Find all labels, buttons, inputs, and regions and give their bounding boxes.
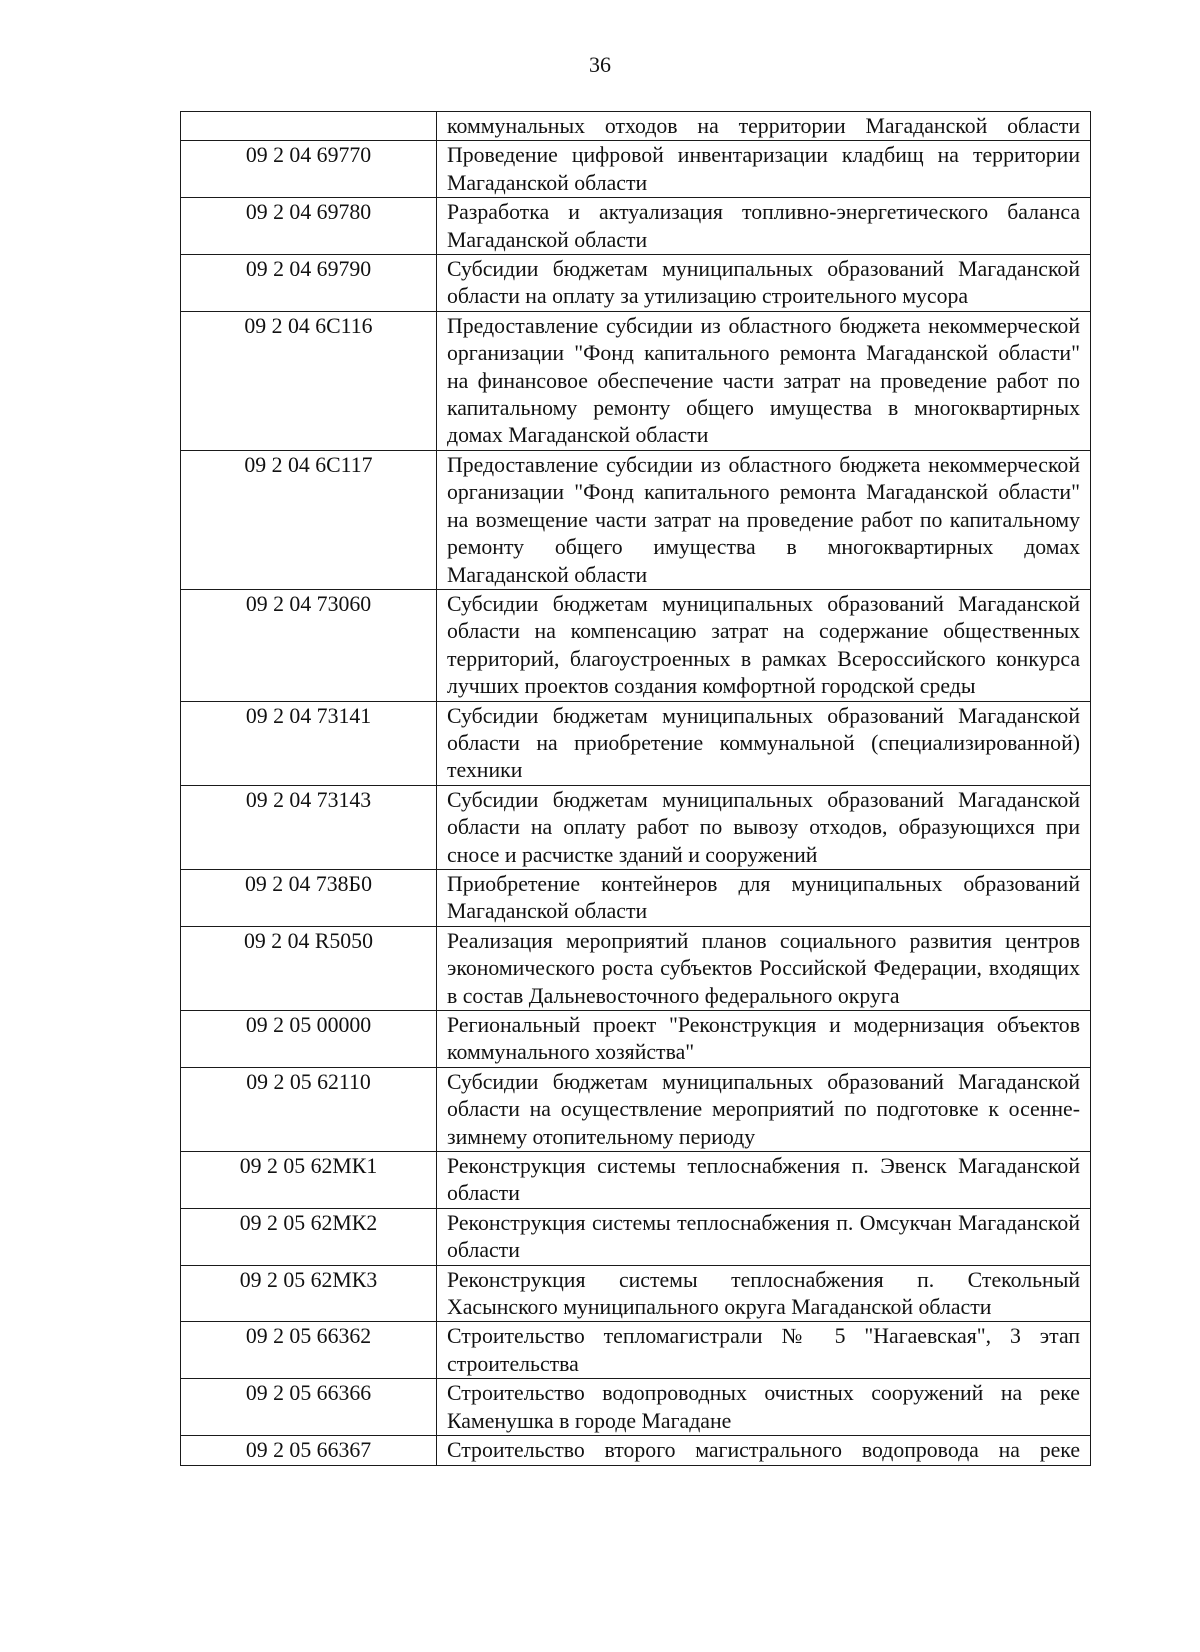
table-row	[181, 450, 1091, 589]
table-row	[181, 1265, 1091, 1322]
description-cell: Субсидии бюджетам муниципальных образований Магаданской области на компенсацию затрат на содержание общественных территорий, благоустроенных в рамках Всероссийского конкурса лучших проектов создания комфортной городской среды	[437, 589, 1091, 701]
code-cell: 09 2 05 66362	[181, 1322, 437, 1379]
table-row	[181, 1152, 1091, 1209]
budget-code-table	[180, 111, 1091, 1466]
code-cell: 09 2 05 66367	[181, 1436, 437, 1465]
description-cell: Строительство тепломагистрали № 5 "Нагаевская", 3 этап строительства	[437, 1322, 1091, 1379]
description-cell: Приобретение контейнеров для муниципальных образований Магаданской области	[437, 869, 1091, 926]
table-row	[181, 1379, 1091, 1436]
description-cell: Субсидии бюджетам муниципальных образований Магаданской области на приобретение коммунальной (специализированной) техники	[437, 701, 1091, 785]
code-cell: 09 2 05 00000	[181, 1011, 437, 1068]
code-cell: 09 2 04 69780	[181, 198, 437, 255]
code-cell: 09 2 04 73143	[181, 785, 437, 869]
code-cell: 09 2 05 62110	[181, 1067, 437, 1151]
description-cell: Реконструкция системы теплоснабжения п. Стекольный Хасынского муниципального округа Магаданской области	[437, 1265, 1091, 1322]
table-row	[181, 198, 1091, 255]
table-row	[181, 1436, 1091, 1465]
table-row	[181, 926, 1091, 1010]
description-cell: Реконструкция системы теплоснабжения п. Эвенск Магаданской области	[437, 1152, 1091, 1209]
code-cell: 09 2 05 62МК1	[181, 1152, 437, 1209]
table-row	[181, 112, 1091, 141]
code-cell: 09 2 04 73060	[181, 589, 437, 701]
code-cell: 09 2 04 6С116	[181, 311, 437, 450]
description-cell: Проведение цифровой инвентаризации кладбищ на территории Магаданской области	[437, 141, 1091, 198]
description-cell: Субсидии бюджетам муниципальных образований Магаданской области на оплату за утилизацию строительного мусора	[437, 255, 1091, 312]
code-cell: 09 2 05 62МК3	[181, 1265, 437, 1322]
description-cell: Реконструкция системы теплоснабжения п. Омсукчан Магаданской области	[437, 1208, 1091, 1265]
code-cell: 09 2 04 R5050	[181, 926, 437, 1010]
table-row	[181, 1208, 1091, 1265]
table-row	[181, 141, 1091, 198]
table-row	[181, 785, 1091, 869]
table-row	[181, 255, 1091, 312]
code-cell: 09 2 04 69790	[181, 255, 437, 312]
table-row	[181, 701, 1091, 785]
code-cell: 09 2 05 66366	[181, 1379, 437, 1436]
description-cell: Реализация мероприятий планов социального развития центров экономического роста субъектов Российской Федерации, входящих в состав Дальневосточного федерального округа	[437, 926, 1091, 1010]
description-cell: Строительство водопроводных очистных сооружений на реке Каменушка в городе Магадане	[437, 1379, 1091, 1436]
page-number: 36	[589, 52, 611, 77]
description-cell: Субсидии бюджетам муниципальных образований Магаданской области на оплату работ по вывозу отходов, образующихся при сносе и расчистке зданий и сооружений	[437, 785, 1091, 869]
description-cell: Разработка и актуализация топливно-энергетического баланса Магаданской области	[437, 198, 1091, 255]
table-row	[181, 1011, 1091, 1068]
table-row	[181, 1322, 1091, 1379]
description-cell: Субсидии бюджетам муниципальных образований Магаданской области на осуществление мероприятий по подготовке к осенне-зимнему отопительному периоду	[437, 1067, 1091, 1151]
code-cell: 09 2 04 69770	[181, 141, 437, 198]
description-cell: Региональный проект "Реконструкция и модернизация объектов коммунального хозяйства"	[437, 1011, 1091, 1068]
code-cell: 09 2 04 738Б0	[181, 869, 437, 926]
table-row	[181, 869, 1091, 926]
description-cell: Строительство второго магистрального водопровода на реке	[437, 1436, 1091, 1465]
description-cell: Предоставление субсидии из областного бюджета некоммерческой организации "Фонд капитального ремонта Магаданской области" на финансовое обеспечение части затрат на проведение работ по капитальному ремонту общего имущества в многоквартирных домах Магаданской области	[437, 311, 1091, 450]
description-cell: коммунальных отходов на территории Магаданской области	[437, 112, 1091, 141]
description-cell: Предоставление субсидии из областного бюджета некоммерческой организации "Фонд капитального ремонта Магаданской области" на возмещение части затрат на проведение работ по капитальному ремонту общего имущества в многоквартирных домах Магаданской области	[437, 450, 1091, 589]
code-cell: 09 2 04 6С117	[181, 450, 437, 589]
code-cell	[181, 112, 437, 141]
table-row	[181, 311, 1091, 450]
table-row	[181, 589, 1091, 701]
code-cell: 09 2 04 73141	[181, 701, 437, 785]
code-cell: 09 2 05 62МК2	[181, 1208, 437, 1265]
table-row	[181, 1067, 1091, 1151]
